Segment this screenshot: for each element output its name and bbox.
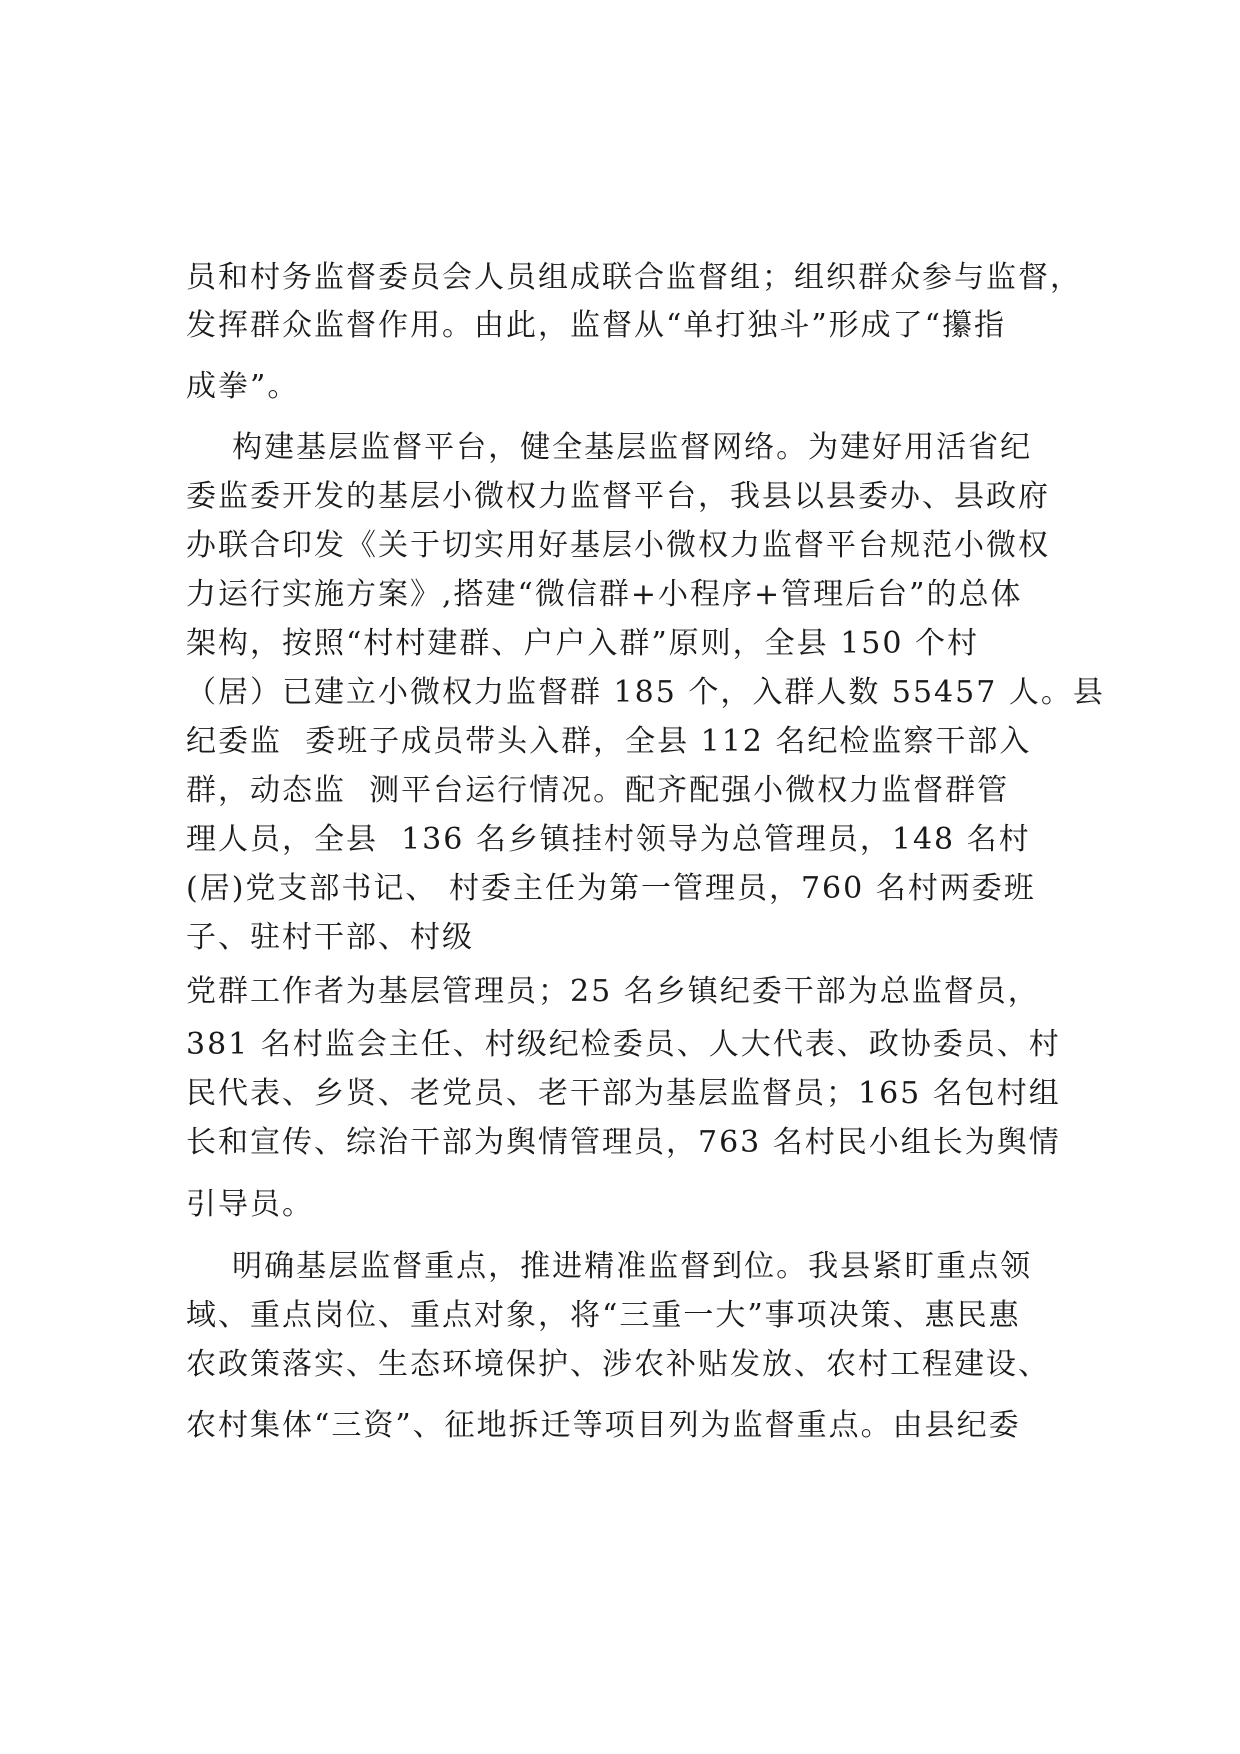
text-line: 农村集体“三资”、征地拆迁等项目列为监督重点。由县纪委 <box>186 1408 1021 1443</box>
text-line: 民代表、乡贤、老党员、老干部为基层监督员；165 名包村组 <box>186 1076 1061 1111</box>
text-line: 群，动态监 测平台运行情况。配齐配强小微权力监督群管 <box>186 773 1010 808</box>
text-line: 381 名村监会主任、村级纪检委员、人大代表、政协委员、村 <box>186 1027 1061 1062</box>
text-line: 农政策落实、生态环境保护、涉农补贴发放、农村工程建设、 <box>186 1347 1050 1382</box>
text-line: 引导员。 <box>186 1187 314 1222</box>
text-line: 力运行实施方案》,搭建“微信群+小程序+管理后台”的总体 <box>186 577 1023 612</box>
text-line: 纪委监 委班子成员带头入群，全县 112 名纪检监察干部入 <box>186 724 1032 759</box>
text-line: 理人员，全县 136 名乡镇挂村领导为总管理员，148 名村 <box>186 822 1031 857</box>
text-line: 构建基层监督平台，健全基层监督网络。为建好用活省纪 <box>186 430 1033 465</box>
text-line: 发挥群众监督作用。由此，监督从“单打独斗”形成了“攥指 <box>186 308 1007 343</box>
text-line: 办联合印发《关于切实用好基层小微权力监督平台规范小微权 <box>186 528 1050 563</box>
text-line: 员和村务监督委员会人员组成联合监督组；组织群众参与监督， <box>186 260 1082 295</box>
text-line: 架构，按照“村村建群、户户入群”原则，全县 150 个村 <box>186 626 980 661</box>
text-line: 长和宣传、综治干部为舆情管理员，763 名村民小组长为舆情 <box>186 1125 1061 1160</box>
text-line: （居）已建立小微权力监督群 185 个，入群人数 55457 人。县 <box>186 675 1105 710</box>
text-line: (居)党支部书记、 村委主任为第一管理员，760 名村两委班 <box>186 871 1036 906</box>
text-line: 子、驻村干部、村级 <box>186 920 474 955</box>
text-line: 委监委开发的基层小微权力监督平台，我县以县委办、县政府 <box>186 479 1050 514</box>
text-line: 明确基层监督重点，推进精准监督到位。我县紧盯重点领 <box>186 1249 1033 1284</box>
text-line: 成拳”。 <box>186 369 300 404</box>
text-line: 域、重点岗位、重点对象，将“三重一大”事项决策、惠民惠 <box>186 1298 1021 1333</box>
text-line: 党群工作者为基层管理员；25 名乡镇纪委干部为总监督员， <box>186 974 1040 1009</box>
